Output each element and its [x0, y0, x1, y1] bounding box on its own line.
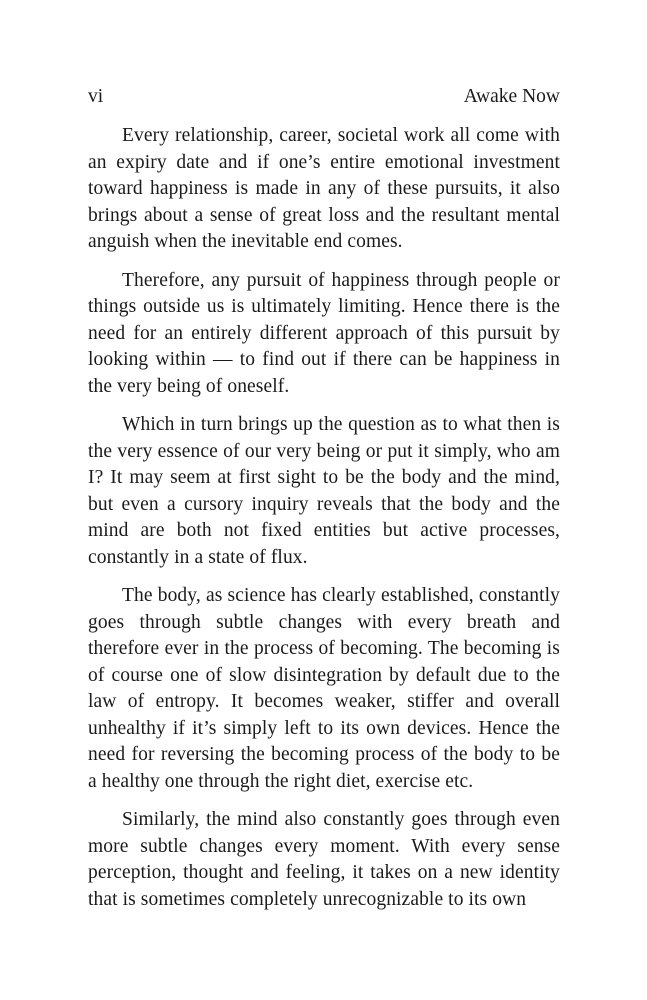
paragraph-5: Similarly, the mind also constantly goes through even more subtle changes every moment. With every sense perception, thought and feeling, it takes on a new identity that is sometimes completely unrecognizable to its own [88, 809, 560, 910]
paragraph-1: Every relationship, career, societal work all come with an expiry date and if one’s entire emotional investment toward happiness is made in any of these pursuits, it also brings about a sense of great loss and the resultant mental anguish when the inevitable end comes. [88, 125, 560, 252]
paragraph-2: Therefore, any pursuit of happiness through people or things outside us is ultimately limiting. Hence there is the need for an entirely different approach of this pursuit by looking within — to find out if there can be happiness in the very being of oneself. [88, 269, 560, 397]
paragraph-4: The body, as science has clearly established, constantly goes through subtle changes with every breath and therefore ever in the process of becoming. The becoming is of course one of slow disintegration by default due to the law of entropy. It becomes weaker, stiffer and overall unhealthy if it’s simply left to its own devices. Hence the need for reversing the becoming process of the body to be a healthy one through the right diet, exercise etc. [88, 585, 560, 792]
paragraph-3: Which in turn brings up the question as to what then is the very essence of our very being or put it simply, who am I? It may seem at first sight to be the body and the mind, but even a cursory inquiry reveals that the body and the mind are both not fixed entities but active processes, constantly in a state of flux. [88, 414, 560, 568]
page-number: vi [88, 86, 104, 107]
page-body [88, 123, 560, 913]
running-header [88, 86, 560, 108]
running-title: Awake Now [463, 86, 560, 107]
